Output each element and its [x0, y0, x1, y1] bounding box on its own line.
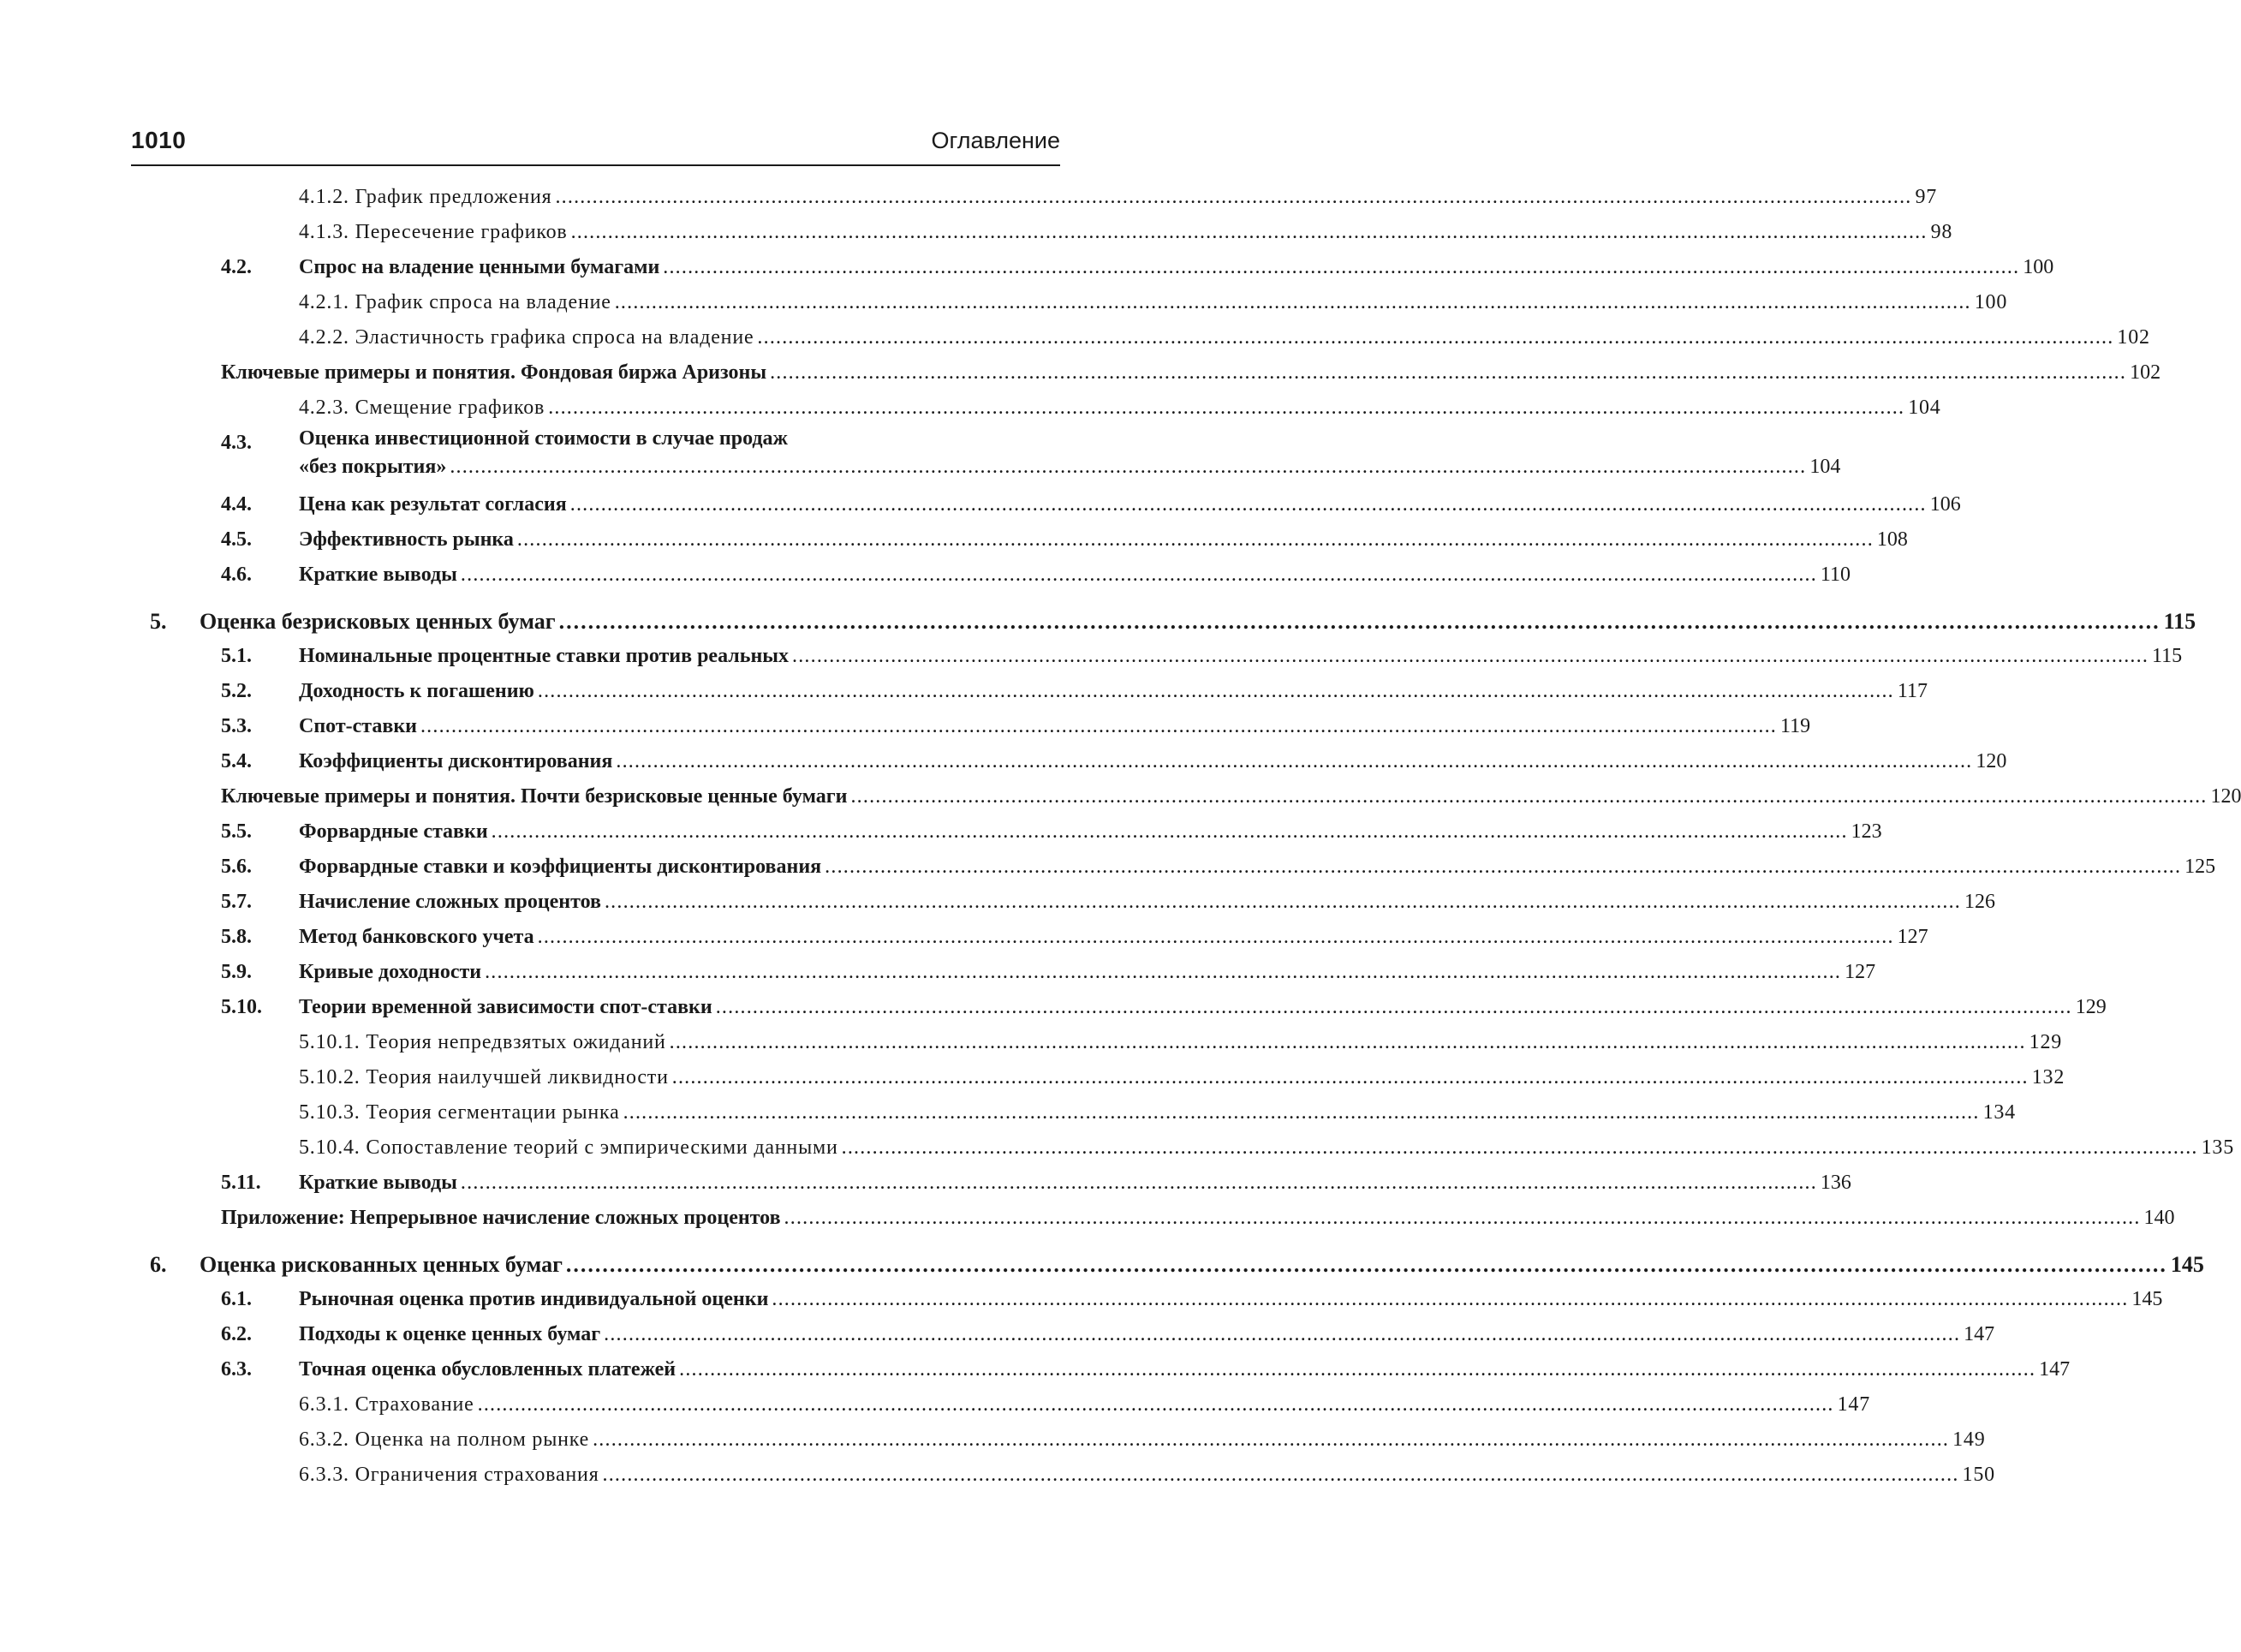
dot-leader: ............................................................................................................................................................................................................................ [569, 493, 1927, 516]
toc-entry-number: 4.2. [221, 256, 252, 278]
toc-entry-body [299, 674, 1928, 709]
toc-entry-title: Коэффициенты дисконтирования [299, 750, 613, 772]
toc-entry-number: 4.5. [221, 528, 252, 551]
toc-entry-body [299, 391, 1941, 426]
toc-entry-body [299, 250, 2054, 285]
toc-entry [0, 1130, 2235, 1166]
toc-entry-body [299, 1387, 1871, 1422]
toc-entry [0, 885, 1995, 920]
running-header [131, 127, 1060, 166]
toc-entry-title: Подходы к оценке ценных бумаг [299, 1323, 601, 1345]
dot-leader: ............................................................................................................................................................................................................................ [570, 221, 1928, 243]
toc-entry-number: 4.4. [221, 493, 252, 516]
toc-entry-page: 115 [2152, 645, 2183, 667]
toc-entry-page: 129 [2075, 996, 2107, 1018]
toc-entry-body [299, 639, 2183, 674]
toc-entry-page: 129 [2029, 1031, 2063, 1053]
toc-entry-page: 147 [1837, 1393, 1871, 1416]
dot-leader: ............................................................................................................................................................................................................................ [850, 785, 2208, 808]
toc-entry-page: 102 [2117, 326, 2150, 349]
toc-entry-number: 5.11. [221, 1172, 261, 1194]
toc-entry-title: Спот-ставки [299, 715, 417, 737]
toc-entry [0, 250, 2054, 285]
toc-entry-title: Кривые доходности [299, 961, 482, 983]
toc-entry-page: 127 [1897, 926, 1928, 948]
toc-entry-title: 5.10.2. Теория наилучшей ликвидности [299, 1066, 669, 1088]
toc-entry [0, 1387, 1871, 1422]
toc-entry-body [299, 558, 1851, 593]
toc-entry-body [299, 955, 1876, 990]
toc-entry-body [221, 355, 2161, 391]
toc-entry-page: 102 [2130, 361, 2161, 384]
dot-leader: ............................................................................................................................................................................................................................ [616, 750, 1973, 772]
dot-leader: ............................................................................................................................................................................................................................ [558, 609, 2161, 634]
toc-entry [0, 215, 1953, 250]
toc-entry [0, 1282, 2163, 1317]
toc-entry-body [299, 1458, 1995, 1493]
toc-entry-page: 145 [2131, 1288, 2163, 1310]
dot-leader: ............................................................................................................................................................................................................................ [671, 1066, 2029, 1088]
toc-entry-body [299, 709, 1811, 744]
toc-entry-number: 5.7. [221, 891, 252, 913]
toc-entry-body [299, 744, 2007, 779]
dot-leader: ............................................................................................................................................................................................................................ [604, 891, 1961, 913]
toc-entry-page: 120 [2210, 785, 2241, 808]
toc-entry [0, 522, 1908, 558]
toc-entry-title: 5.10.4. Сопоставление теорий с эмпирическими данными [299, 1136, 838, 1159]
toc-entry-title: Номинальные процентные ставки против реальных [299, 645, 790, 667]
toc-entry-body [299, 1130, 2235, 1166]
dot-leader: ............................................................................................................................................................................................................................ [679, 1358, 2036, 1381]
dot-leader: ............................................................................................................................................................................................................................ [841, 1136, 2198, 1159]
toc-entry [0, 744, 2007, 779]
dot-leader: ............................................................................................................................................................................................................................ [757, 326, 2114, 349]
toc-entry-title: Ключевые примеры и понятия. Почти безрисковые ценные бумаги [221, 785, 848, 808]
toc-entry-body [299, 885, 1995, 920]
toc-entry-number: 5.5. [221, 820, 252, 843]
dot-leader: ............................................................................................................................................................................................................................ [420, 715, 1777, 737]
toc-entry-page: 117 [1897, 680, 1928, 702]
toc-entry [0, 320, 2150, 355]
toc-entry-page: 100 [2023, 256, 2054, 278]
toc-entry-body [200, 604, 2196, 639]
toc-entry [0, 1317, 1995, 1352]
toc-entry-title: 6.3.3. Ограничения страхования [299, 1464, 599, 1486]
toc-entry-page: 127 [1845, 961, 1876, 983]
toc-entry-body [299, 1095, 2016, 1130]
toc-entry-page: 120 [1976, 750, 2007, 772]
toc-entry-body [200, 1247, 2204, 1282]
toc-entry [0, 1458, 1995, 1493]
toc-entry-page: 98 [1930, 221, 1953, 243]
toc-entry [0, 779, 2241, 814]
toc-entry [0, 850, 2216, 885]
toc-entry-title: Форвардные ставки и коэффициенты дисконтирования [299, 856, 822, 878]
toc-entry-page: 104 [1809, 456, 1841, 478]
toc-entry [0, 1247, 2204, 1282]
toc-entry-title: Оценка безрисковых ценных бумаг [200, 609, 556, 634]
dot-leader: ............................................................................................................................................................................................................................ [555, 186, 1912, 208]
dot-leader: ............................................................................................................................................................................................................................ [715, 996, 2072, 1018]
toc-entry-title: Доходность к погашению [299, 680, 534, 702]
toc-entry [0, 1095, 2016, 1130]
dot-leader: ............................................................................................................................................................................................................................ [825, 856, 2182, 878]
toc-entry [0, 355, 2161, 391]
toc-entry [0, 285, 2008, 320]
dot-leader: ............................................................................................................................................................................................................................ [614, 291, 1971, 313]
toc-entry-page: 136 [1820, 1172, 1851, 1194]
toc-entry-title: Спрос на владение ценными бумагами [299, 256, 660, 278]
toc-entry-page: 134 [1982, 1101, 2016, 1124]
toc-entry-body [299, 920, 1928, 955]
toc-entry-title: 6.3.1. Страхование [299, 1393, 474, 1416]
dot-leader: ............................................................................................................................................................................................................................ [593, 1428, 1950, 1451]
toc-entry-page: 147 [2039, 1358, 2071, 1381]
toc-entry [0, 558, 1851, 593]
dot-leader: ............................................................................................................................................................................................................................ [537, 680, 1894, 702]
toc-entry-page: 132 [2031, 1066, 2065, 1088]
toc-entry-body [221, 779, 2241, 814]
toc-entry-page: 108 [1876, 528, 1908, 551]
toc-entry-page: 125 [2184, 856, 2216, 878]
toc-entry-number: 5. [150, 609, 167, 634]
toc-entry-page: 149 [1952, 1428, 1986, 1451]
toc-entry-title: 4.2.2. Эластичность графика спроса на владение [299, 326, 754, 349]
toc-entry [0, 1166, 1851, 1201]
dot-leader: ............................................................................................................................................................................................................................ [450, 456, 1807, 478]
toc-entry [0, 180, 1938, 215]
dot-leader: ............................................................................................................................................................................................................................ [460, 564, 1817, 586]
toc-entry [0, 1060, 2065, 1095]
toc-entry-body [299, 180, 1938, 215]
dot-leader: ............................................................................................................................................................................................................................ [663, 256, 2020, 278]
toc-entry [0, 487, 1961, 522]
toc-entry-title: 5.10.3. Теория сегментации рынка [299, 1101, 620, 1124]
toc-entry-page: 100 [1974, 291, 2008, 313]
dot-leader: ............................................................................................................................................................................................................................ [669, 1031, 2026, 1053]
toc-entry-title: Теории временной зависимости спот-ставки [299, 996, 712, 1018]
toc-entry-title: Точная оценка обусловленных платежей [299, 1358, 676, 1381]
dot-leader: ............................................................................................................................................................................................................................ [770, 361, 2127, 384]
toc-entry-body [299, 426, 1841, 482]
toc-entry-title: Рыночная оценка против индивидуальной оценки [299, 1288, 769, 1310]
toc-entry [0, 391, 1941, 426]
toc-entry-title: 4.1.3. Пересечение графиков [299, 221, 568, 243]
toc-entry-title: 4.2.1. График спроса на владение [299, 291, 611, 313]
toc-entry-page: 97 [1915, 186, 1938, 208]
dot-leader: ............................................................................................................................................................................................................................ [477, 1393, 1834, 1416]
toc-entry-page: 126 [1964, 891, 1995, 913]
toc-entry-title: Цена как результат согласия [299, 493, 567, 516]
toc-entry-body [299, 814, 1882, 850]
toc-entry-title: Начисление сложных процентов [299, 891, 601, 913]
toc-entry-page: 123 [1851, 820, 1882, 843]
dot-leader: ............................................................................................................................................................................................................................ [460, 1172, 1817, 1194]
toc-entry-body [299, 1352, 2071, 1387]
toc-entry-page: 140 [2143, 1207, 2175, 1229]
toc-entry [0, 674, 1928, 709]
toc-entry-number: 5.8. [221, 926, 252, 948]
toc-entry-number: 6.2. [221, 1323, 252, 1345]
toc-entry-page: 135 [2201, 1136, 2235, 1159]
toc-entry [0, 604, 2196, 639]
toc-entry-title: Эффективность рынка [299, 528, 514, 551]
toc-entry-page: 150 [1962, 1464, 1995, 1486]
toc-entry-body [299, 1025, 2063, 1060]
toc-entry-title: 6.3.2. Оценка на полном рынке [299, 1428, 590, 1451]
toc-entry-title: Краткие выводы [299, 1172, 457, 1194]
toc-entry-body [221, 1201, 2175, 1236]
dot-leader: ............................................................................................................................................................................................................................ [602, 1464, 1959, 1486]
page-number: 1010 [131, 127, 187, 153]
dot-leader: ............................................................................................................................................................................................................................ [516, 528, 1874, 551]
toc-entry-body [299, 1060, 2065, 1095]
toc-entry-number: 6.1. [221, 1288, 252, 1310]
toc-entry [0, 814, 1882, 850]
toc-entry-number: 5.1. [221, 645, 252, 667]
dot-leader: ............................................................................................................................................................................................................................ [604, 1323, 1961, 1345]
toc-entry-page: 104 [1908, 397, 1941, 419]
toc-entry-page: 106 [1929, 493, 1961, 516]
toc-entry-body [299, 1166, 1851, 1201]
toc-entry-title: Оценка рискованных ценных бумаг [200, 1252, 563, 1277]
toc-entry-body [299, 487, 1961, 522]
toc-entry-number: 5.4. [221, 750, 252, 772]
toc-entry-page: 145 [2170, 1252, 2204, 1277]
toc-entry-title: 4.2.3. Смещение графиков [299, 397, 545, 419]
dot-leader: ............................................................................................................................................................................................................................ [491, 820, 1848, 843]
toc-entry-page: 147 [1964, 1323, 1995, 1345]
toc-entry-title: Оценка инвестиционной стоимости в случае продаж [299, 427, 788, 450]
header-title: Оглавление [931, 128, 1060, 153]
dot-leader: ............................................................................................................................................................................................................................ [772, 1288, 2129, 1310]
toc-entry [0, 920, 1928, 955]
toc-entry [0, 1422, 1986, 1458]
toc-entry-body [299, 285, 2008, 320]
toc-entry [0, 426, 1841, 487]
toc-entry-title: Ключевые примеры и понятия. Фондовая биржа Аризоны [221, 361, 767, 384]
toc-entry [0, 990, 2107, 1025]
toc-entry-title: Приложение: Непрерывное начисление сложных процентов [221, 1207, 781, 1229]
toc-entry [0, 1025, 2063, 1060]
toc-entry-title: Метод банковского учета [299, 926, 534, 948]
toc-entry [0, 1352, 2071, 1387]
toc-entry-title: 4.1.2. График предложения [299, 186, 552, 208]
toc-entry-page: 115 [2163, 609, 2196, 634]
dot-leader: ............................................................................................................................................................................................................................ [537, 926, 1894, 948]
toc-entry-number: 5.9. [221, 961, 252, 983]
toc-entry-body [299, 320, 2150, 355]
dot-leader: ............................................................................................................................................................................................................................ [623, 1101, 1980, 1124]
toc-entry-number: 4.3. [221, 432, 252, 454]
dot-leader: ............................................................................................................................................................................................................................ [548, 397, 1905, 419]
toc-entry-number: 5.10. [221, 996, 262, 1018]
toc-entry-number: 5.3. [221, 715, 252, 737]
toc-entry-number: 5.2. [221, 680, 252, 702]
toc-entry-number: 4.6. [221, 564, 252, 586]
toc-entry [0, 639, 2183, 674]
toc-entry-title: 5.10.1. Теория непредвзятых ожиданий [299, 1031, 666, 1053]
toc-entry-number: 6. [150, 1252, 167, 1277]
toc-entry-title: «без покрытия» [299, 456, 447, 478]
dot-leader: ............................................................................................................................................................................................................................ [792, 645, 2149, 667]
toc-entry-body [299, 1317, 1995, 1352]
toc-entry-page: 119 [1779, 715, 1811, 737]
toc-entry-title: Форвардные ставки [299, 820, 488, 843]
toc-entry-body [299, 850, 2216, 885]
toc-entry-body [299, 1422, 1986, 1458]
dot-leader: ............................................................................................................................................................................................................................ [485, 961, 1842, 983]
toc-entry-title: Краткие выводы [299, 564, 457, 586]
toc-entry-body [299, 522, 1908, 558]
toc-entry-body [299, 990, 2107, 1025]
toc-entry [0, 955, 1876, 990]
toc-entry-body [299, 1282, 2163, 1317]
toc-entry-body [299, 215, 1953, 250]
toc-entry-number: 6.3. [221, 1358, 252, 1381]
table-of-contents [0, 180, 2241, 1493]
toc-entry [0, 1201, 2175, 1236]
toc-entry [0, 709, 1811, 744]
toc-entry-number: 5.6. [221, 856, 252, 878]
dot-leader: ............................................................................................................................................................................................................................ [784, 1207, 2141, 1229]
toc-entry-page: 110 [1820, 564, 1851, 586]
dot-leader: ............................................................................................................................................................................................................................ [565, 1252, 2167, 1277]
